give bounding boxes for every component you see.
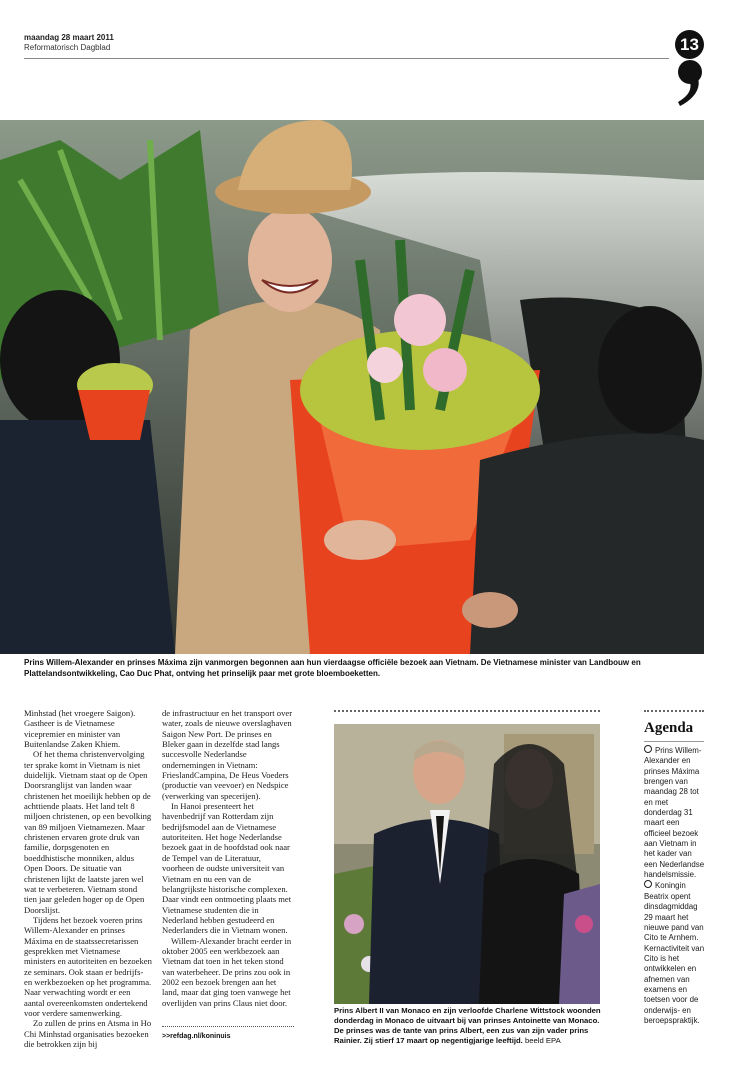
side-photo-illustration: [334, 724, 600, 1004]
page-number: 13: [675, 30, 704, 59]
main-photo-caption: Prins Willem-Alexander en prinses Máxima zijn vanmorgen begonnen aan hun vierdaagse officiële bezoek aan Vietnam. De Vietnamese minister van Landbouw en Plattelandsontwikkeling, Cao Duc Phat, ontving het prinselijk paar met grote bloemboeketten.: [24, 658, 641, 678]
agenda-title: Agenda: [644, 720, 694, 736]
header-rule: [24, 58, 669, 59]
agenda-item-text: Prins Willem-Alexander en prinses Máxima brengen van maandag 28 tot en met donderdag 31 maart een officieel bezoek aan Vietnam in het kader van een Nederlandse handelsmissie.: [644, 746, 705, 880]
agenda-item: [644, 745, 706, 880]
comma-logo-icon: [676, 60, 704, 106]
article-paragraph: de infrastructuur en het transport over water, zoals de nieuwe overslaghaven Saigon New Port. De prinses en Bleker gaan in dezelfde stad langs succesvolle Nederlandse ondernemingen in Vietnam: FrieslandCampina, De Heus Voeders (productie van veevoer) en Nedspice (verwerking van specerijen).: [162, 708, 293, 801]
side-photo-rule: [334, 710, 600, 712]
photo-credit: beeld EPA: [524, 1036, 561, 1045]
agenda-item-text: Koningin Beatrix opent dinsdagmiddag 29 maart het nieuwe pand van Cito te Arnhem. Kernactiviteit van Cito is het ontwikkelen en afnemen van examens en toetsen voor de onderwijs- en beroepspraktijk.: [644, 881, 705, 1025]
link-rule: [162, 1026, 294, 1027]
main-photo-illustration: [0, 120, 704, 654]
side-caption-text: Prins Albert II van Monaco en zijn verloofde Charlene Wittstock woonden donderdag in Monaco de uitvaart bij van prinses Antoinette van Monaco. De prinses was de tante van prins Albert, een zus van zijn vader prins Rainier. Zij stierf 17 maart op negentigjarige leeftijd.: [334, 1006, 601, 1045]
article-paragraph: In Hanoi presenteert het havenbedrijf van Rotterdam zijn bedrijfsmodel aan de Vietnamese autoriteiten. Het hoge Nederlandse bezoek gaat in de hoofdstad ook naar de Tempel van de Literatuur, voorheen de oudste universiteit van Vietnam en nu een van de belangrijkste historische complexen. Daar vindt een ontmoeting plaats met Vietnamese studenten die in Nederland hebben gestudeerd en Nederlanders die in Vietnam wonen.: [162, 801, 292, 936]
side-photo: [334, 724, 600, 1004]
article-paragraph: Tijdens het bezoek voeren prins Willem-Alexander en prinses Máxima en de staatssecretarissen gesprekken met Vietnamese ministers en autoriteiten en bezoeken ze seminars. Ook staan er bedrijfs- en werkbezoeken op het programma. Naar verwachting wordt er een aantal overeenkomsten ondertekend voor verdere samenwerking.: [24, 914, 152, 1018]
circle-bullet-icon: [644, 745, 652, 753]
main-photo: [0, 120, 704, 654]
agenda-list: [644, 745, 706, 1026]
article-column-1: [24, 708, 152, 1049]
side-photo-caption: [334, 1006, 606, 1046]
agenda-rule: [644, 741, 704, 742]
agenda-item: [644, 880, 706, 1026]
article-paragraph: Of het thema christenvervolging ter sprake komt in Vietnam is niet duidelijk. Vietnam staat op de Open Doorsranglijst van landen waar christenen het moeilijk hebben op de achttiende plaats. Het land telt 8 miljoen christenen, op een bevolking van 89 miljoen Vietnamezen. Maar christenen ervaren grote druk van familie, dorpsgenoten en boeddhistische monniken, aldus Open Doors. De situatie van christenen lijkt de laatste jaren wel wat te verbeteren. Vietnam stond tien jaar geleden hoger op de Open Doorslijst.: [24, 749, 152, 915]
header-paper: Reformatorisch Dagblad: [24, 43, 111, 52]
article-paragraph: Willem-Alexander bracht eerder in oktober 2005 een werkbezoek aan Vietnam dat toen in het teken stond van waterbeheer. De prins zou ook in 2002 een bezoek brengen aan het land, maar dat ging toen vanwege het overlijden van prins Claus niet door.: [162, 935, 292, 1008]
circle-bullet-icon: [644, 880, 652, 888]
agenda-top-rule: [644, 710, 704, 712]
article-link[interactable]: >>refdag.nl/koninuis: [162, 1033, 231, 1040]
article-column-2: [162, 708, 294, 1008]
header-date: maandag 28 maart 2011: [24, 33, 114, 42]
article-paragraph: Zo zullen de prins en Atsma in Ho Chi Minhstad organisaties bezoeken die betrokken zijn bij: [24, 1018, 152, 1049]
article-paragraph: Minhstad (het vroegere Saigon). Gastheer is de Vietnamese vicepremier en minister van Buitenlandse Zaken Khiem.: [24, 708, 136, 750]
